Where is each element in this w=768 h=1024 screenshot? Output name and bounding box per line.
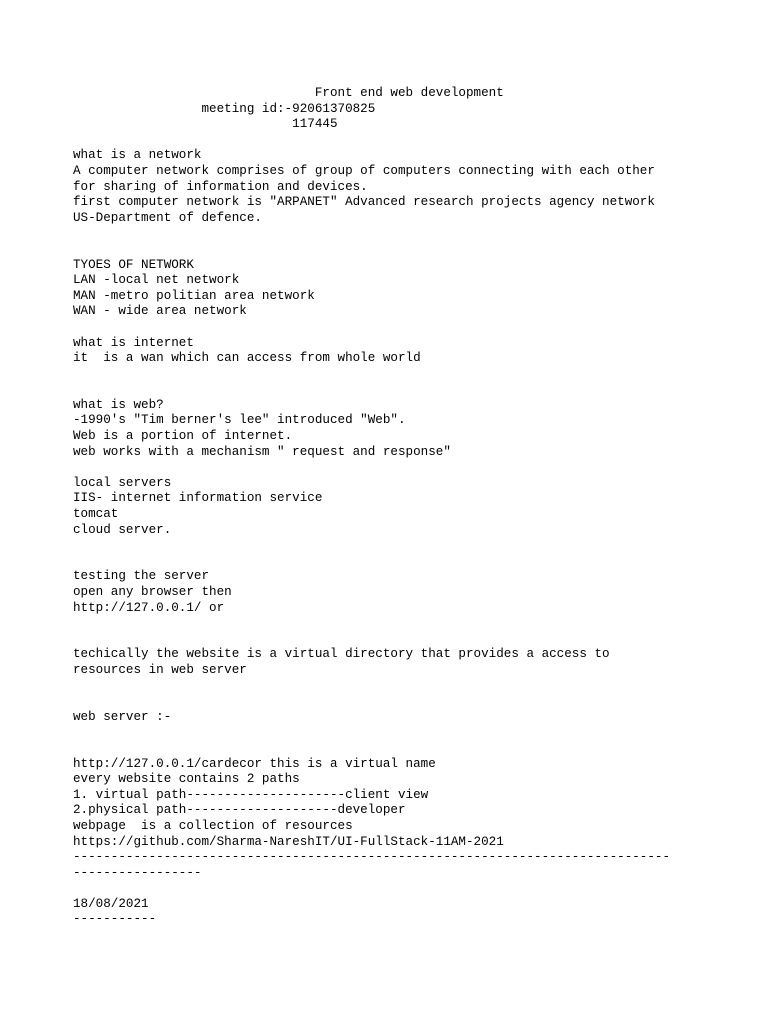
document-line: meeting id:-92061370825 <box>73 101 376 116</box>
document-line: 18/08/2021 <box>73 896 149 911</box>
document-line: A computer network comprises of group of computers connecting with each other <box>73 163 655 178</box>
document-line <box>73 694 753 710</box>
document-line <box>73 881 753 897</box>
document-line: cloud server. <box>73 522 172 537</box>
document-line: web server :- <box>73 709 172 724</box>
document-line: Front end web development <box>73 86 504 100</box>
document-line: tomcat <box>73 507 119 522</box>
document-line: testing the server <box>73 569 210 584</box>
document-line: US-Department of defence. <box>73 210 262 225</box>
document-line: ------------------------------------------------------------------------------- <box>73 850 671 865</box>
document-body <box>73 86 753 928</box>
document-line <box>73 632 753 648</box>
document-line: WAN - wide area network <box>73 304 247 319</box>
document-line <box>73 725 753 741</box>
document-line: what is internet <box>73 335 194 350</box>
document-line <box>73 616 753 632</box>
document-line: techically the website is a virtual directory that provides a access to <box>73 647 610 662</box>
document-line: for sharing of information and devices. <box>73 179 368 194</box>
document-line: first computer network is "ARPANET" Advanced research projects agency network <box>73 195 655 210</box>
document-line <box>73 679 753 695</box>
document-line <box>73 320 753 336</box>
document-line: 1. virtual path---------------------client view <box>73 787 429 802</box>
document-line: IIS- internet information service <box>73 491 323 506</box>
document-line <box>73 226 753 242</box>
document-line: it is a wan which can access from whole world <box>73 351 421 366</box>
document-line: local servers <box>73 475 172 490</box>
document-line: ----------------- <box>73 865 202 880</box>
document-line <box>73 538 753 554</box>
document-line <box>73 554 753 570</box>
document-line: https://github.com/Sharma-NareshIT/UI-FullStack-11AM-2021 <box>73 834 504 849</box>
document-line: what is web? <box>73 397 164 412</box>
document-line <box>73 741 753 757</box>
document-line: LAN -local net network <box>73 273 240 288</box>
document-line: http://127.0.0.1/ or <box>73 600 225 615</box>
document-line <box>73 367 753 383</box>
document-line: webpage is a collection of resources <box>73 818 353 833</box>
document-line: every website contains 2 paths <box>73 772 300 787</box>
document-line: Web is a portion of internet. <box>73 429 293 444</box>
document-line: MAN -metro politian area network <box>73 288 315 303</box>
document-line <box>73 133 753 149</box>
document-line: web works with a mechanism " request and response" <box>73 444 451 459</box>
document-line: ----------- <box>73 912 157 927</box>
document-line: resources in web server <box>73 662 247 677</box>
document-line: TYOES OF NETWORK <box>73 257 194 272</box>
document-line: -1990's "Tim berner's lee" introduced "Web". <box>73 413 406 428</box>
document-line <box>73 460 753 476</box>
document-line <box>73 242 753 258</box>
document-line: what is a network <box>73 148 202 163</box>
document-line <box>73 382 753 398</box>
document-line: 117445 <box>73 117 338 132</box>
document-line: open any browser then <box>73 585 232 599</box>
document-line: 2.physical path--------------------developer <box>73 803 406 818</box>
document-line: http://127.0.0.1/cardecor this is a virtual name <box>73 756 436 771</box>
